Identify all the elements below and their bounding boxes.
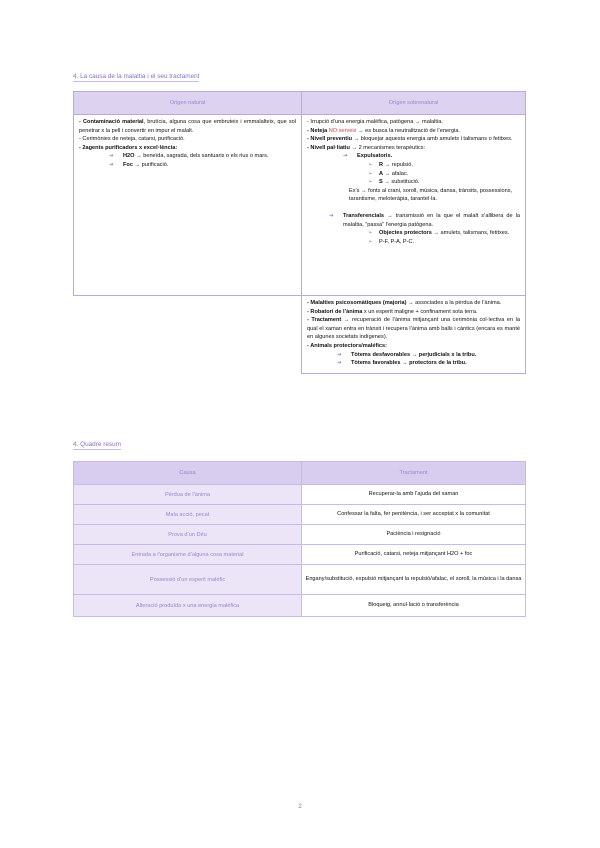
section-heading-resum: 4. Quadre resum bbox=[73, 441, 121, 448]
causa-cell: Prova d’un Déu bbox=[74, 525, 302, 545]
super-line-2: - Neteja NO serveix → es busca la neutralització de l’energia. bbox=[307, 127, 460, 134]
causa-cell: Entrada a l’organisme d’alguna cosa material bbox=[74, 545, 302, 565]
col-header-causa: Causa bbox=[74, 462, 302, 485]
col-header-tractament: Tractament bbox=[302, 462, 526, 485]
table-row bbox=[74, 525, 526, 545]
super-line-4: - Nivell pal·liatiu → 2 mecanismes terapèutics: bbox=[307, 144, 426, 151]
right-arrow-icon: ➔ bbox=[329, 212, 334, 219]
super2-line-4: - Animals protectors/maléfics: bbox=[307, 342, 387, 349]
s-item: ➢ S → substitució. bbox=[368, 179, 420, 186]
tractament-cell: Confessar la falta, fer penitència, i ser acceptat x la comunitat bbox=[302, 505, 526, 525]
right-arrow-icon: ➔ bbox=[337, 351, 342, 358]
transferencials-item: ➔ Transferencials → transmissió en la que el malalt s’allibera de la malaltia, “passa” l’energia patògena. bbox=[329, 212, 520, 228]
tractament-cell: Engany/substitució, expulsió mitjançant la repulsió/afalac, el soroll, la música i la dansa bbox=[302, 565, 526, 595]
expulsoris-item: ➔ Expulsatoris. bbox=[343, 153, 393, 160]
natural-foc: ➔ Foc → purificació. bbox=[109, 161, 169, 168]
tractament-cell: Paciència i resignació bbox=[302, 525, 526, 545]
right-arrow-icon: ➔ bbox=[337, 360, 342, 367]
objectes-item: ➢ Objectes protectors → amulets, talismans, fetitxes. bbox=[368, 230, 510, 237]
triangle-bullet-icon: ➢ bbox=[368, 179, 373, 186]
triangle-bullet-icon: ➢ bbox=[368, 230, 373, 237]
cause-table bbox=[73, 91, 526, 374]
causa-cell: Pèrdua de l’ànima bbox=[74, 485, 302, 505]
natural-p3: - 2agents purificadors x excel·lència: bbox=[79, 144, 178, 151]
table-row bbox=[74, 505, 526, 525]
natural-p1: - Contaminació material, brutícia, alguna cosa que embruteix i emmalalteix, que sol penetrar x la pell i convertir en impur el malalt. bbox=[79, 119, 296, 134]
section-heading-causa: 4. La causa de la malaltia i el seu tractament bbox=[73, 73, 200, 80]
causa-cell: Possessió d’un esperit maléfic bbox=[74, 565, 302, 595]
tractament-cell: Recuperar-la amb l’ajuda del xaman bbox=[302, 485, 526, 505]
right-arrow-icon: ➔ bbox=[109, 153, 114, 160]
totem-desfavorable: ➔ Tòtems desfavorables → perjudicials x la tribu. bbox=[337, 351, 477, 358]
page-number: 2 bbox=[298, 803, 302, 810]
super-line-1: - Irrupció d’una energia maléfica, patògena → malaltia. bbox=[307, 119, 443, 125]
causa-cell: Alteració produïda x una energia maléfica bbox=[74, 595, 302, 617]
supernatural-cell-1 bbox=[302, 115, 526, 296]
tractament-cell: Purificació, catarsi, neteja mitjançant H2O + foc bbox=[302, 545, 526, 565]
table-row bbox=[74, 545, 526, 565]
col-header-natural: Origen natural bbox=[74, 92, 302, 115]
super2-line-2: - Robatori de l’ànima x un esperit maligne + confinament sota terra. bbox=[307, 308, 478, 315]
examples: Ex’s → fonts al crani, soroll, música, dansa, trànsits, possessions, tarantisme, meloteràpia, tarantel·la. bbox=[349, 187, 513, 203]
triangle-bullet-icon: ➢ bbox=[368, 161, 373, 168]
super2-line-1: - Malalties psicosomàtiques (majoria) → associades a la pèrdua de l’ànima. bbox=[307, 300, 502, 306]
super2-line-3: - Tractament → recuperació de l’ànima mitjançant una cerimònia col·lectiva en la qual el xaman entra en trànsit i recupera l’ànima amb balls i càntics (encara es manté en algunes societats indígenes). bbox=[307, 317, 521, 341]
triangle-bullet-icon: ➢ bbox=[368, 238, 373, 245]
table-row bbox=[74, 595, 526, 617]
r-item: ➢ R → repulsió. bbox=[368, 161, 413, 168]
right-arrow-icon: ➔ bbox=[109, 161, 114, 168]
causa-cell: Mala acció, pecat bbox=[74, 505, 302, 525]
supernatural-cell-2 bbox=[302, 296, 526, 374]
totem-favorable: ➔ Tòtems favorables → protectors de la tribu. bbox=[337, 360, 467, 367]
natural-h2o: ➔ H2O → beneïda, sagrada, dels santuaris o els rius o mars. bbox=[109, 153, 269, 160]
natural-cell bbox=[74, 115, 302, 296]
tractament-cell: Bloqueig, annul·lació o transferència bbox=[302, 595, 526, 617]
right-arrow-icon: ➔ bbox=[343, 153, 348, 160]
natural-p2: - Cerimònies de neteja, catarsi, purificació. bbox=[79, 136, 185, 143]
table-row bbox=[74, 565, 526, 595]
summary-table bbox=[73, 461, 526, 617]
col-header-supernatural: Origen sobrenatural bbox=[302, 92, 526, 115]
table-row bbox=[74, 485, 526, 505]
triangle-bullet-icon: ➢ bbox=[368, 170, 373, 177]
a-item: ➢ A → afalac. bbox=[368, 170, 409, 177]
pfpa-item: ➢ P-F, P-A, P-C. bbox=[368, 238, 415, 245]
super-line-3: - Nivell preventiu → bloquejar aquesta energia amb amulets i talismans o fetitxes. bbox=[307, 136, 513, 143]
